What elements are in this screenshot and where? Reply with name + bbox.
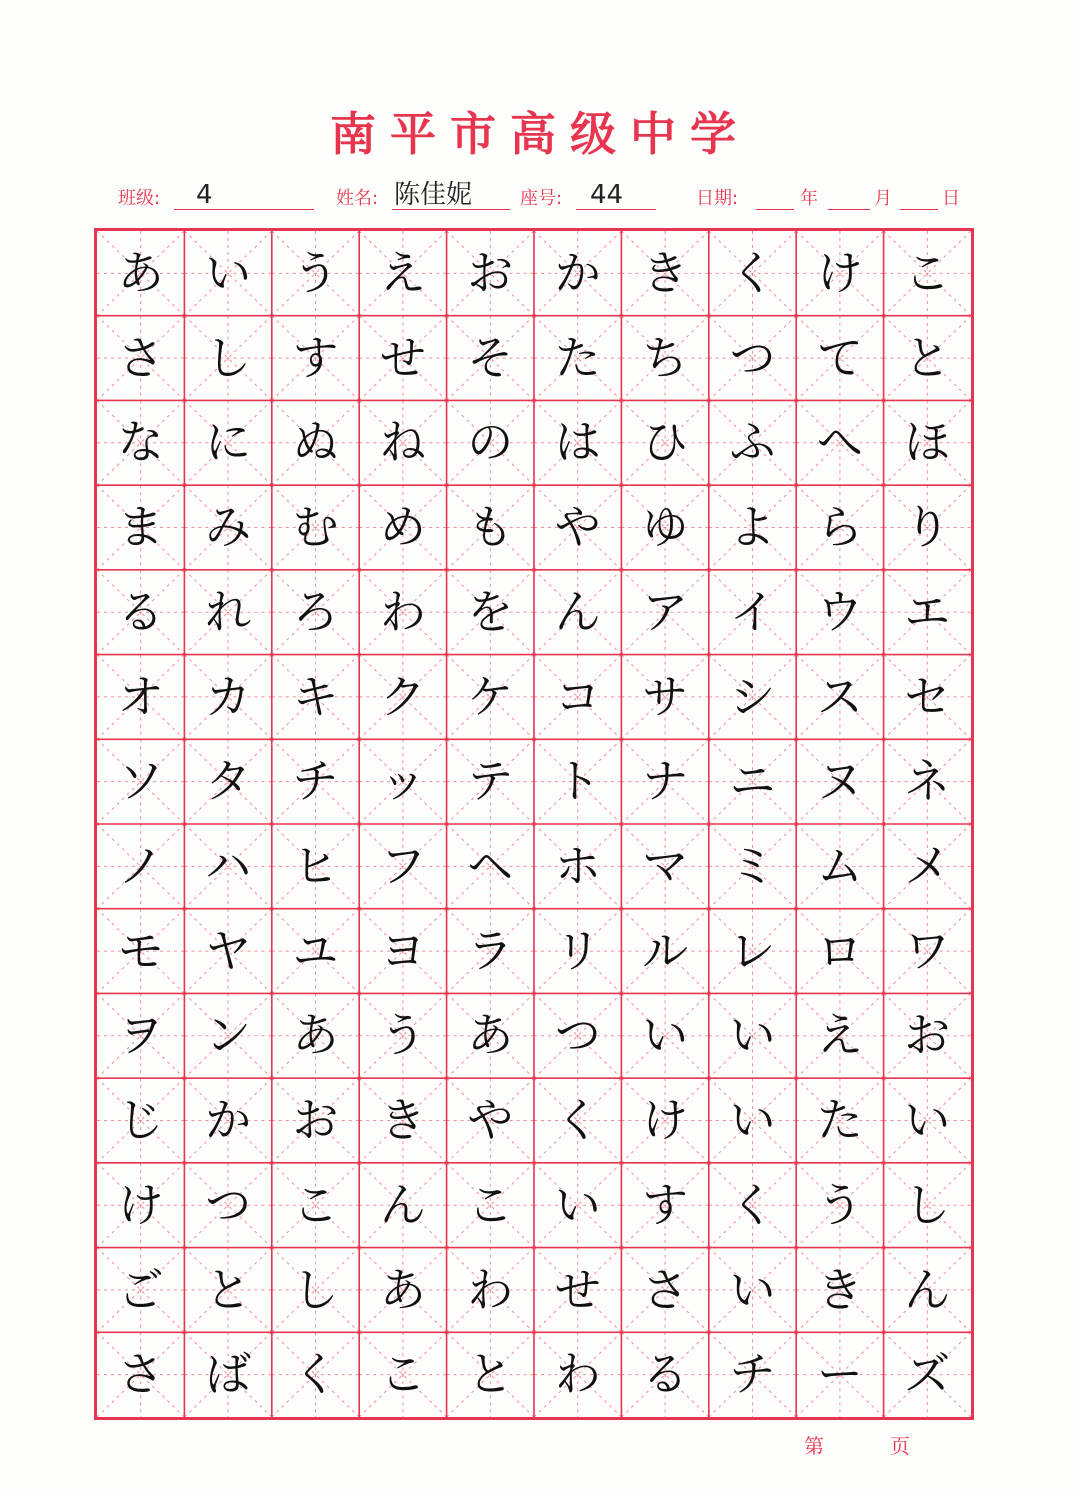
- grid-cell-character: ル: [642, 923, 689, 978]
- grid-cell-character: た: [554, 330, 601, 385]
- grid-cell-character: く: [729, 1177, 776, 1232]
- grid-cell-character: さ: [117, 330, 164, 385]
- grid-cell-character: す: [642, 1177, 689, 1232]
- grid-cell-character: つ: [729, 330, 776, 385]
- grid-cell-character: め: [379, 500, 426, 555]
- grid-cell-character: や: [467, 1093, 514, 1148]
- grid-cell-character: ズ: [904, 1347, 951, 1402]
- date-label: 日期:: [696, 188, 739, 209]
- grid-cell-character: る: [642, 1347, 689, 1402]
- grid-cell-character: こ: [467, 1177, 514, 1232]
- grid-cell-character: ム: [816, 839, 863, 893]
- grid-cell-character: ク: [379, 669, 426, 724]
- grid-cell-character: へ: [816, 415, 863, 470]
- grid-cell-character: は: [554, 415, 601, 470]
- grid-cell-character: ヘ: [467, 839, 514, 893]
- name-label: 姓名:: [336, 188, 379, 209]
- grid-cell-character: カ: [205, 669, 252, 724]
- grid-cell-character: わ: [379, 584, 426, 639]
- grid-cell-character: ヤ: [205, 923, 252, 978]
- grid-cell-character: キ: [292, 669, 339, 724]
- grid-cell-character: つ: [554, 1008, 601, 1063]
- grid-cell-character: フ: [379, 839, 426, 893]
- grid-cell-character: お: [292, 1093, 339, 1148]
- class-label: 班级:: [118, 188, 161, 209]
- grid-cell-character: リ: [554, 923, 601, 978]
- grid-cell-character: ア: [642, 584, 689, 639]
- seat-value: 44: [590, 180, 624, 210]
- grid-cell-character: く: [554, 1093, 601, 1148]
- school-title: 南平市高级中学: [330, 107, 750, 161]
- grid-cell-character: ゆ: [642, 500, 689, 555]
- grid-cell-character: え: [379, 246, 426, 300]
- grid-cell-character: ミ: [729, 839, 776, 893]
- grid-cell-character: る: [117, 584, 164, 639]
- grid-cell-character: ー: [816, 1347, 863, 1402]
- grid-cell-character: こ: [292, 1177, 339, 1232]
- grid-cell-character: じ: [117, 1093, 164, 1148]
- grid-cell-character: な: [117, 415, 164, 470]
- grid-cell-character: わ: [554, 1347, 601, 1402]
- grid-cell-character: ご: [117, 1262, 164, 1317]
- grid-cell-character: ラ: [467, 923, 514, 978]
- grid-cell-character: ひ: [642, 415, 689, 470]
- class-field: [118, 182, 318, 216]
- grid-cell-character: そ: [467, 330, 514, 385]
- grid-cell-character: ネ: [904, 754, 951, 809]
- grid-cell-character: ま: [117, 500, 164, 555]
- grid-cell-character: あ: [379, 1262, 426, 1317]
- grid-cell-character: シ: [729, 669, 776, 724]
- grid-cell-character: ユ: [292, 923, 339, 978]
- grid-cell-character: タ: [205, 754, 252, 809]
- grid-cell-character: ス: [816, 669, 863, 724]
- grid-cell-character: ナ: [642, 754, 689, 809]
- grid-cell-character: イ: [729, 584, 776, 639]
- page-prefix: 第: [804, 1434, 824, 1458]
- grid-cell-character: サ: [642, 669, 689, 724]
- date-field: [696, 182, 968, 216]
- grid-cell-character: い: [554, 1177, 601, 1232]
- grid-cell-character: ね: [379, 415, 426, 470]
- class-value: 4: [196, 180, 213, 210]
- grid-cell-character: の: [467, 415, 514, 470]
- grid-cell-character: せ: [554, 1262, 601, 1317]
- grid-cell-character: と: [467, 1347, 514, 1402]
- grid-cell-character: セ: [904, 669, 951, 724]
- student-info-row: [118, 182, 968, 216]
- grid-cell-character: も: [467, 500, 514, 555]
- grid-cell-character: ン: [205, 1008, 252, 1063]
- grid-cell-character: ッ: [379, 754, 426, 809]
- grid-cell-character: メ: [904, 839, 951, 893]
- grid-cell-character: ば: [205, 1347, 252, 1402]
- grid-cell-character: き: [379, 1093, 426, 1148]
- grid-cell-character: い: [205, 246, 252, 300]
- grid-cell-character: と: [205, 1262, 252, 1317]
- grid-cell-character: い: [642, 1008, 689, 1063]
- grid-cell-character: い: [729, 1093, 776, 1148]
- grid-cell-character: を: [467, 584, 514, 639]
- grid-cell-character: テ: [467, 754, 514, 809]
- grid-cell-character: あ: [292, 1008, 339, 1063]
- grid-cell-character: マ: [642, 839, 689, 893]
- page-suffix: 页: [890, 1434, 910, 1458]
- grid-cell-character: ケ: [467, 669, 514, 724]
- grid-cell-character: け: [117, 1177, 164, 1232]
- grid-cell-character: き: [816, 1262, 863, 1317]
- grid-cell-character: ハ: [205, 839, 252, 893]
- grid-cell-character: こ: [379, 1347, 426, 1402]
- grid-cell-character: こ: [904, 246, 951, 300]
- grid-cell-character: か: [205, 1093, 252, 1148]
- grid-cell-character: あ: [467, 1008, 514, 1063]
- grid-cell-character: レ: [729, 923, 776, 978]
- grid-cell-character: ぬ: [292, 415, 339, 470]
- seat-field: [520, 182, 680, 216]
- grid-cell-character: に: [205, 415, 252, 470]
- name-value: 陈佳妮: [394, 180, 473, 210]
- day-label: 日: [942, 188, 960, 209]
- grid-cell-character: わ: [467, 1262, 514, 1317]
- grid-cell-character: ホ: [554, 839, 601, 893]
- grid-cell-character: ん: [379, 1177, 426, 1232]
- grid-cell-character: ヨ: [379, 923, 426, 978]
- grid-cell-character: エ: [904, 584, 951, 639]
- grid-cell-character: お: [904, 1008, 951, 1063]
- grid-cell-character: ロ: [816, 923, 863, 978]
- grid-cell-character: ほ: [904, 415, 951, 470]
- seat-label: 座号:: [520, 188, 563, 209]
- grid-cell-character: モ: [117, 923, 164, 978]
- grid-cell-character: き: [642, 246, 689, 300]
- grid-cell-character: い: [729, 1262, 776, 1317]
- grid-cell-character: す: [292, 330, 339, 385]
- grid-cell-character: え: [816, 1008, 863, 1063]
- grid-cell-character: ト: [554, 754, 601, 809]
- grid-cell-character: チ: [292, 754, 339, 809]
- grid-cell-character: ソ: [117, 754, 164, 809]
- grid-cell-character: よ: [729, 500, 776, 555]
- grid-cell-character: し: [292, 1262, 339, 1317]
- grid-cell-character: あ: [117, 246, 164, 300]
- grid-cell-character: チ: [729, 1347, 776, 1402]
- grid-cell-character: と: [904, 330, 951, 385]
- grid-cell-character: く: [729, 246, 776, 300]
- grid-cell-character: ノ: [117, 839, 164, 893]
- grid-cell-character: け: [642, 1093, 689, 1148]
- grid-cell-character: う: [379, 1008, 426, 1063]
- grid-cell-character: ん: [554, 584, 601, 639]
- grid-cell-character: ら: [816, 500, 863, 555]
- grid-cell-character: や: [554, 500, 601, 555]
- grid-cell-character: い: [729, 1008, 776, 1063]
- grid-cell-character: か: [554, 246, 601, 300]
- grid-cell-character: り: [904, 500, 951, 555]
- grid-cell-character: ヒ: [292, 839, 339, 893]
- grid-cell-character: ち: [642, 330, 689, 385]
- name-field: [336, 182, 516, 216]
- grid-cell-character: し: [205, 330, 252, 385]
- grid-cell-character: た: [816, 1093, 863, 1148]
- practice-grid: [94, 228, 974, 1420]
- grid-cell-character: ヲ: [117, 1008, 164, 1063]
- grid-cell-character: ウ: [816, 584, 863, 639]
- grid-cell-character: う: [816, 1177, 863, 1232]
- grid-cell-character: む: [292, 500, 339, 555]
- grid-cell-character: コ: [554, 669, 601, 724]
- grid-cell-character: ヌ: [816, 754, 863, 809]
- grid-cell-character: く: [292, 1347, 339, 1402]
- grid-cell-character: れ: [205, 584, 252, 639]
- grid-cell-character: み: [205, 500, 252, 555]
- grid-cell-character: ん: [904, 1262, 951, 1317]
- grid-cell-character: オ: [117, 669, 164, 724]
- month-label: 月: [874, 188, 892, 209]
- grid-cell-character: つ: [205, 1177, 252, 1232]
- grid-cell-character: し: [904, 1177, 951, 1232]
- grid-cell-character: い: [904, 1093, 951, 1148]
- grid-cell-character: け: [816, 246, 863, 300]
- grid-cell-character: う: [292, 246, 339, 300]
- grid-cell-character: さ: [642, 1262, 689, 1317]
- grid-cell-character: て: [816, 330, 863, 385]
- grid-cell-character: さ: [117, 1347, 164, 1402]
- grid-cell-character: ろ: [292, 584, 339, 639]
- grid-cell-character: ニ: [729, 754, 776, 809]
- grid-cell-character: ワ: [904, 923, 951, 978]
- year-label: 年: [800, 188, 818, 209]
- grid-cell-character: せ: [379, 330, 426, 385]
- grid-cell-character: ふ: [729, 415, 776, 470]
- grid-cell-character: お: [467, 246, 514, 300]
